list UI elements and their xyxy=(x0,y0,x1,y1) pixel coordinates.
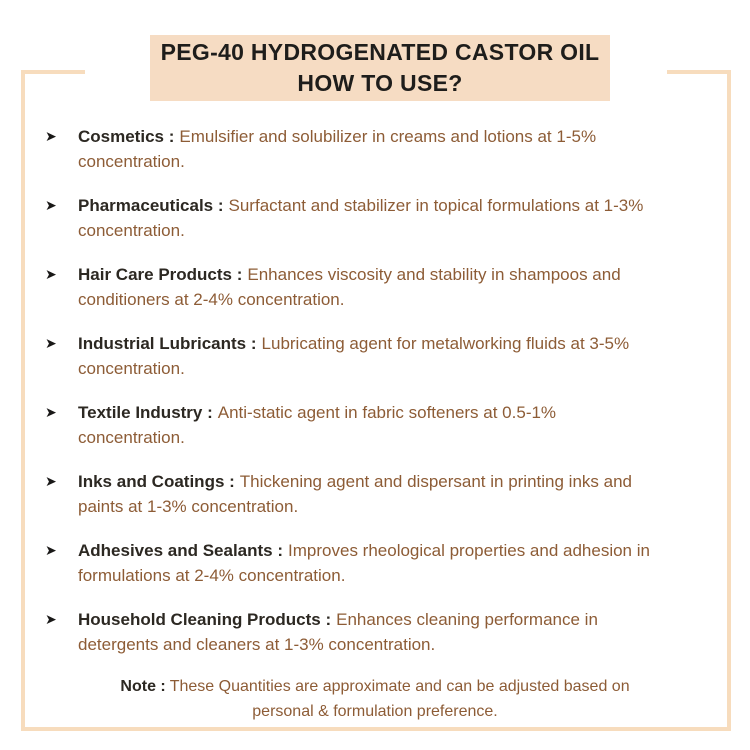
item-description: Improves rheological properties and adhesion in formulations at 2-4% concentration. xyxy=(78,541,650,585)
note-label: Note : xyxy=(120,678,166,695)
footer-note xyxy=(95,674,655,724)
list-item-text xyxy=(78,193,723,243)
list-item-text xyxy=(78,262,723,312)
item-description: Surfactant and stabilizer in topical formulations at 1-3% concentration. xyxy=(78,196,644,240)
list-item-text xyxy=(78,331,723,381)
arrow-bullet-icon: ➤ xyxy=(45,473,57,489)
arrow-bullet-icon: ➤ xyxy=(45,542,57,558)
item-description: Emulsifier and solubilizer in creams and lotions at 1-5% concentration. xyxy=(78,127,597,171)
item-label: Industrial Lubricants : xyxy=(78,334,257,353)
arrow-bullet-icon: ➤ xyxy=(45,197,57,213)
item-description: Enhances viscosity and stability in shampoos and conditioners at 2-4% concentration. xyxy=(78,265,621,309)
item-label: Household Cleaning Products : xyxy=(78,610,332,629)
list-item-industrial-lubricants xyxy=(45,331,730,381)
arrow-bullet-icon: ➤ xyxy=(45,266,57,282)
arrow-bullet-icon: ➤ xyxy=(45,404,57,420)
item-label: Inks and Coatings : xyxy=(78,472,235,491)
item-label: Pharmaceuticals : xyxy=(78,196,224,215)
list-item-text xyxy=(78,469,723,519)
note-text: These Quantities are approximate and can be adjusted based on personal & formulation preference. xyxy=(169,678,630,720)
frame-border-left xyxy=(21,70,25,731)
page-title-line-2: HOW TO USE? xyxy=(297,70,463,96)
list-item-text xyxy=(78,607,723,657)
page-title-line-1: PEG-40 HYDROGENATED CASTOR OIL xyxy=(160,39,600,65)
list-item-household-cleaning-products xyxy=(45,607,730,657)
item-description: Enhances cleaning performance in detergents and cleaners at 1-3% concentration. xyxy=(78,610,598,654)
item-label: Textile Industry : xyxy=(78,403,213,422)
list-item-text xyxy=(78,400,723,450)
list-item-adhesives-and-sealants xyxy=(45,538,730,588)
header-banner xyxy=(150,35,610,101)
frame-border-bottom xyxy=(21,727,731,731)
list-item-textile-industry xyxy=(45,400,730,450)
arrow-bullet-icon: ➤ xyxy=(45,611,57,627)
item-description: Lubricating agent for metalworking fluids at 3-5% concentration. xyxy=(78,334,630,378)
list-item-inks-and-coatings xyxy=(45,469,730,519)
item-label: Hair Care Products : xyxy=(78,265,243,284)
item-description: Thickening agent and dispersant in printing inks and paints at 1-3% concentration. xyxy=(78,472,632,516)
list-item-text xyxy=(78,124,723,174)
item-label: Cosmetics : xyxy=(78,127,175,146)
list-item-hair-care-products xyxy=(45,262,730,312)
arrow-bullet-icon: ➤ xyxy=(45,335,57,351)
item-label: Adhesives and Sealants : xyxy=(78,541,284,560)
list-item-cosmetics xyxy=(45,124,730,174)
list-item-text xyxy=(78,538,723,588)
list-item-pharmaceuticals xyxy=(45,193,730,243)
frame-border-top-right xyxy=(667,70,731,74)
item-description: Anti-static agent in fabric softeners at 0.5-1% concentration. xyxy=(78,403,557,447)
arrow-bullet-icon: ➤ xyxy=(45,128,57,144)
usage-list xyxy=(45,124,730,676)
frame-border-top-left xyxy=(21,70,85,74)
